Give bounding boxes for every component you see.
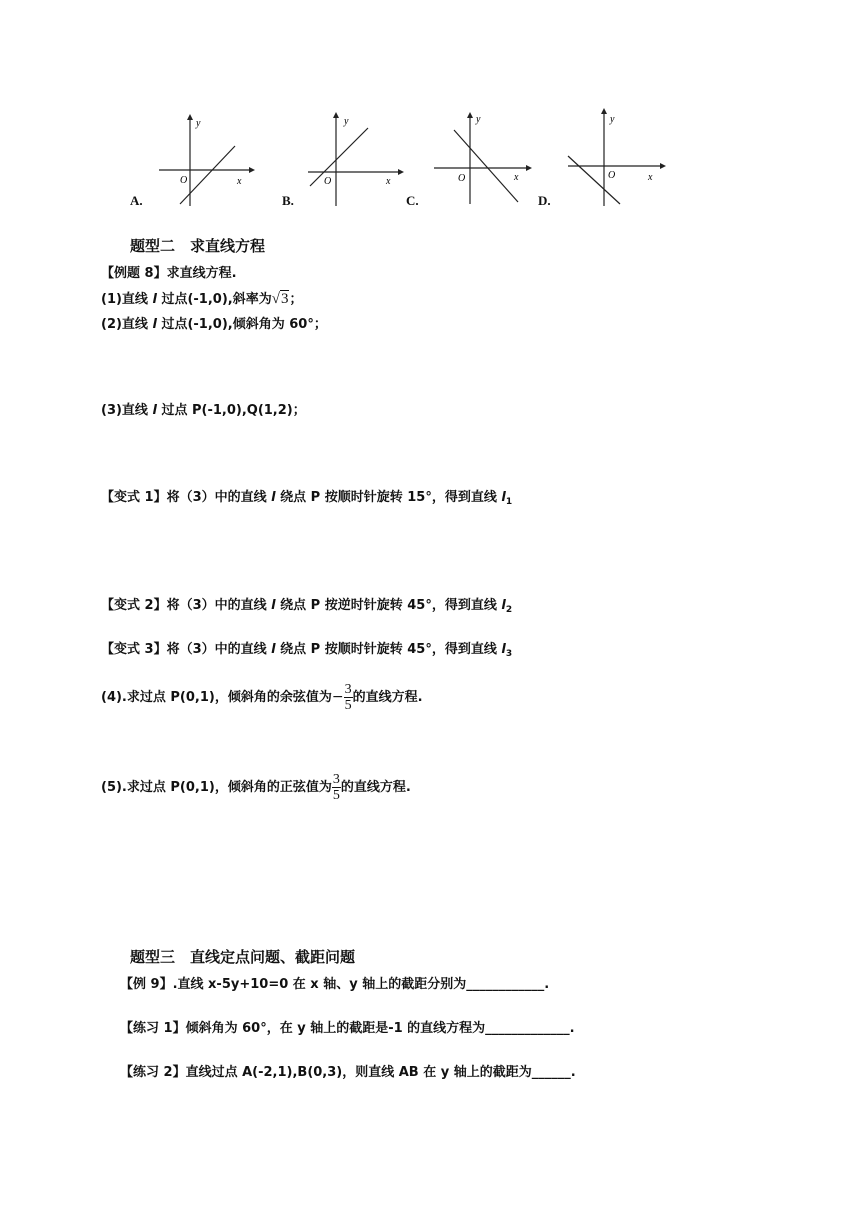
- q3-rest: 过点 P(-1,0),Q(1,2)；: [156, 403, 306, 418]
- v3-prefix: 【变式 3】将（3）中的直线: [101, 642, 272, 657]
- variant-2: [101, 594, 512, 615]
- y-axis-label: y: [610, 114, 615, 125]
- practice-2: 【练习 2】直线过点 A(-2,1),B(0,3)，则直线 AB 在 y 轴上的截距为______.: [120, 1065, 576, 1080]
- origin-label: O: [458, 173, 466, 184]
- line-variable: l: [501, 490, 506, 505]
- v1-rest: 绕点 P 按顺时针旋转 15°，得到直线: [275, 490, 502, 505]
- origin-label: O: [180, 175, 188, 186]
- y-axis-label: y: [344, 116, 349, 127]
- question-3: [101, 399, 306, 418]
- option-d-graph: [564, 106, 670, 208]
- fraction-three-fifths: [332, 772, 341, 803]
- x-axis-label: x: [386, 176, 391, 187]
- example9: 【例 9】.直线 x-5y+10=0 在 x 轴、y 轴上的截距分别为____________.: [120, 977, 550, 992]
- sqrt-expression: √3: [271, 291, 289, 307]
- line-subscript: 2: [505, 605, 513, 615]
- fraction-denominator: 5: [344, 698, 352, 713]
- v2-rest: 绕点 P 按逆时针旋转 45°，得到直线: [275, 598, 502, 613]
- origin-label: O: [608, 170, 616, 181]
- minus-sign: −: [331, 689, 344, 705]
- line-variable: l: [271, 490, 276, 505]
- fraction-numerator: 3: [344, 682, 352, 697]
- q5-prefix: (5).求过点 P(0,1)，倾斜角的正弦值为: [101, 780, 332, 795]
- y-axis-label: y: [196, 118, 201, 129]
- line-variable: l: [501, 642, 506, 657]
- fraction-numerator: 3: [332, 772, 340, 787]
- question-5: [101, 772, 411, 803]
- option-d-label: D.: [538, 193, 551, 208]
- x-axis-label: x: [648, 172, 653, 183]
- v2-prefix: 【变式 2】将（3）中的直线: [101, 598, 272, 613]
- origin-label: O: [324, 176, 332, 187]
- line-variable: l: [152, 403, 157, 418]
- question-2: [101, 313, 327, 332]
- q2-rest: 过点(-1,0),倾斜角为 60°；: [156, 317, 327, 332]
- question-4: [101, 682, 423, 713]
- y-axis-label: y: [476, 114, 481, 125]
- q1-prefix: (1)直线: [101, 292, 153, 307]
- option-c-graph: [430, 110, 534, 206]
- q4-prefix: (4).求过点 P(0,1)，倾斜角的余弦值为: [101, 690, 332, 705]
- option-a-graph: [155, 112, 255, 208]
- q4-suffix: 的直线方程.: [352, 690, 423, 705]
- x-axis-label: x: [237, 176, 242, 187]
- line-subscript: 1: [505, 497, 513, 507]
- sqrt-radicand: 3: [280, 291, 289, 307]
- x-axis-label: x: [514, 172, 519, 183]
- practice-1: 【练习 1】倾斜角为 60°，在 y 轴上的截距是-1 的直线方程为_____________.: [120, 1021, 575, 1036]
- q2-prefix: (2)直线: [101, 317, 153, 332]
- q1-mid: 过点(-1,0),斜率为: [156, 292, 272, 307]
- section3-heading: 题型三 直线定点问题、截距问题: [130, 948, 356, 966]
- q1-end: ；: [289, 292, 303, 307]
- option-b-graph: [304, 110, 404, 208]
- q5-suffix: 的直线方程.: [340, 780, 411, 795]
- section2-heading: 题型二 求直线方程: [130, 237, 266, 255]
- variant-3: [101, 638, 512, 659]
- option-b-label: B.: [282, 193, 294, 208]
- example8-title: 【例题 8】求直线方程.: [101, 266, 237, 281]
- line-variable: l: [501, 598, 506, 613]
- fraction-three-fifths: [344, 682, 353, 713]
- q3-prefix: (3)直线: [101, 403, 153, 418]
- v1-prefix: 【变式 1】将（3）中的直线: [101, 490, 272, 505]
- question-1: [101, 288, 302, 308]
- variant-1: [101, 486, 512, 507]
- line-variable: l: [271, 598, 276, 613]
- line-variable: l: [152, 317, 157, 332]
- line-subscript: 3: [505, 649, 513, 659]
- option-c-label: C.: [406, 193, 419, 208]
- line-variable: l: [271, 642, 276, 657]
- v3-rest: 绕点 P 按顺时针旋转 45°，得到直线: [275, 642, 502, 657]
- line-variable: l: [152, 292, 157, 307]
- fraction-denominator: 5: [332, 788, 340, 803]
- option-a-label: A.: [130, 193, 143, 208]
